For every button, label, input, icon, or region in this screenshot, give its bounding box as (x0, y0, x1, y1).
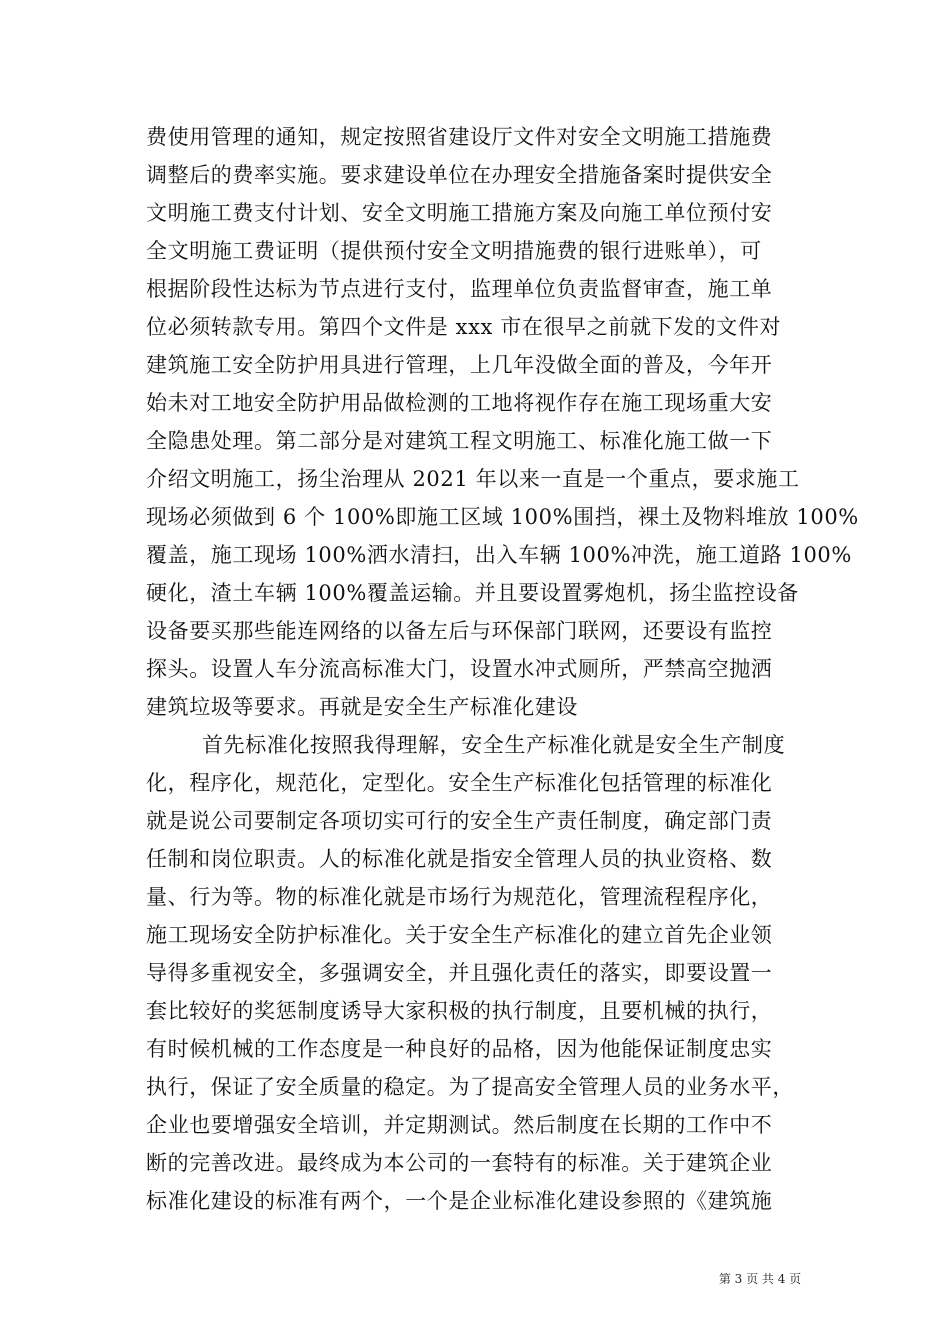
paragraph-1 (146, 118, 859, 726)
text-line: 根据阶段性达标为节点进行支付，监理单位负责监督审查，施工单 (146, 277, 773, 301)
text-line: 任制和岗位职责。人的标准化就是指安全管理人员的执业资格、数 (146, 847, 773, 871)
text-line: 位必须转款专用。第四个文件是 xxx 市在很早之前就下发的文件对 (146, 315, 782, 339)
document-body (146, 118, 859, 1220)
text-line: 导得多重视安全，多强调安全，并且强化责任的落实，即要设置一 (146, 961, 773, 985)
text-line: 量、行为等。物的标准化就是市场行为规范化，管理流程程序化， (146, 885, 773, 909)
text-line: 首先标准化按照我得理解，安全生产标准化就是安全生产制度 (202, 733, 786, 757)
text-line: 覆盖，施工现场 100%洒水清扫，出入车辆 100%冲洗，施工道路 100% (146, 543, 852, 567)
text-line: 硬化，渣土车辆 100%覆盖运输。并且要设置雾炮机，扬尘监控设备 (146, 581, 799, 605)
text-line: 文明施工费支付计划、安全文明施工措施方案及向施工单位预付安 (146, 201, 773, 225)
text-line: 企业也要增强安全培训，并定期测试。然后制度在长期的工作中不 (146, 1113, 773, 1137)
paragraph-2 (146, 726, 806, 1220)
text-line: 化，程序化，规范化，定型化。安全生产标准化包括管理的标准化 (146, 771, 773, 795)
text-line: 建筑施工安全防护用具进行管理，上几年没做全面的普及，今年开 (146, 353, 773, 377)
text-line: 始未对工地安全防护用品做检测的工地将视作存在施工现场重大安 (146, 391, 773, 415)
text-line: 执行，保证了安全质量的稳定。为了提高安全管理人员的业务水平， (146, 1075, 794, 1099)
text-line: 标准化建设的标准有两个，一个是企业标准化建设参照的《建筑施 (146, 1189, 773, 1213)
text-line: 全文明施工费证明（提供预付安全文明措施费的银行进账单），可 (146, 239, 762, 263)
text-line: 施工现场安全防护标准化。关于安全生产标准化的建立首先企业领 (146, 923, 773, 947)
text-line: 有时候机械的工作态度是一种良好的品格，因为他能保证制度忠实 (146, 1037, 773, 1061)
text-line: 探头。设置人车分流高标准大门，设置水冲式厕所，严禁高空抛洒 (146, 657, 773, 681)
text-line: 就是说公司要制定各项切实可行的安全生产责任制度，确定部门责 (146, 809, 773, 833)
page-number-footer: 第 3 页 共 4 页 (718, 1272, 802, 1286)
text-line: 调整后的费率实施。要求建设单位在办理安全措施备案时提供安全 (146, 163, 773, 187)
text-line: 介绍文明施工，扬尘治理从 2021 年以来一直是一个重点，要求施工 (146, 467, 800, 491)
text-line: 现场必须做到 6 个 100%即施工区域 100%围挡，裸土及物料堆放 100% (146, 505, 859, 529)
text-line: 断的完善改进。最终成为本公司的一套特有的标准。关于建筑企业 (146, 1151, 773, 1175)
text-line: 设备要买那些能连网络的以备左后与环保部门联网，还要设有监控 (146, 619, 773, 643)
text-line: 全隐患处理。第二部分是对建筑工程文明施工、标准化施工做一下 (146, 429, 773, 453)
text-line: 套比较好的奖惩制度诱导大家积极的执行制度，且要机械的执行， (146, 999, 773, 1023)
text-line: 建筑垃圾等要求。再就是安全生产标准化建设 (146, 695, 578, 719)
text-line: 费使用管理的通知，规定按照省建设厅文件对安全文明施工措施费 (146, 125, 773, 149)
